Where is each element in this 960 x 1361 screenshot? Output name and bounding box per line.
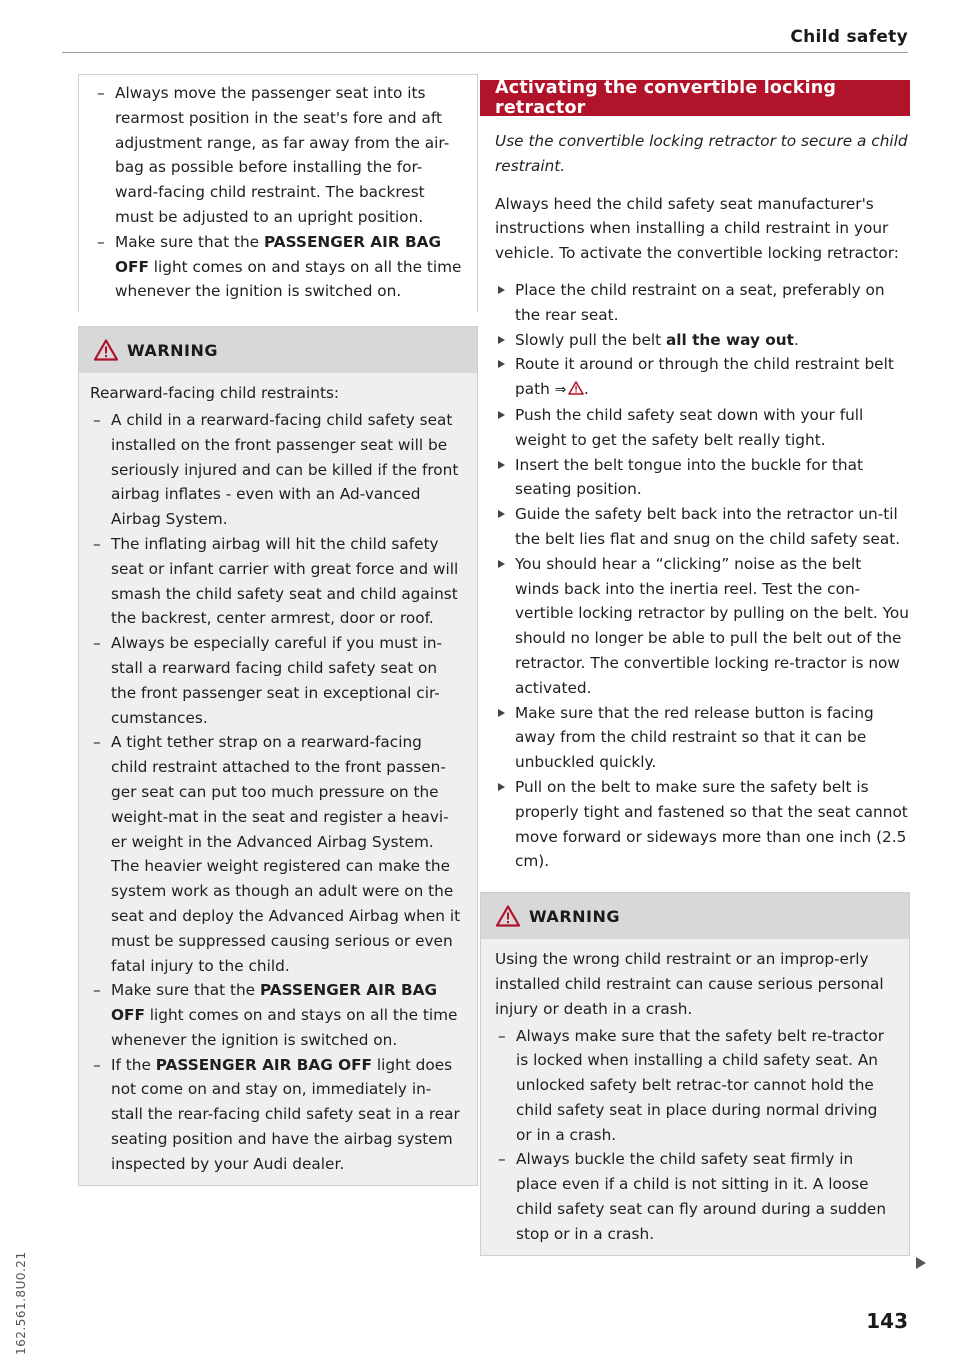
warning-triangle-icon — [568, 381, 584, 395]
warning-title: WARNING — [127, 340, 218, 360]
warning-triangle-icon — [94, 339, 118, 361]
page-number: 143 — [866, 1309, 908, 1333]
warning-header — [79, 327, 477, 373]
list-item — [90, 978, 463, 1052]
intro-paragraph: Always heed the child safety seat manufacturer's instructions when installing a child restraint in your vehicle. To activate the convertible locking retractor: — [495, 194, 899, 263]
list-item: – The inflating airbag will hit the child safety seat or infant carrier with great force and will smash the child safety seat and child against the backrest, center armrest, door or roof. — [90, 532, 463, 631]
step-text: Route it around or through the child restraint belt path — [515, 355, 894, 399]
page-header-title: Child safety — [790, 27, 908, 47]
top-note-box — [78, 74, 478, 312]
step-item: Guide the safety belt back into the retractor un-til the belt lies flat and snug on the child safety seat. — [495, 502, 910, 552]
step-text-before: Slowly pull the belt — [515, 330, 666, 349]
step-item — [495, 352, 910, 403]
left-column — [78, 74, 478, 1186]
warning-box — [480, 892, 910, 1256]
item-text-before: Make sure that the — [115, 232, 264, 251]
list-item: – A tight tether strap on a rearward-facing child restraint attached to the front passen-ger seat can put too much pressure on the weight-mat in the seat and register a heavi-er weight in the Advanced Airbag System. The heavier weight registered can make the system work as though an adult were on the seat and deploy the Advanced Airbag when it must be suppressed causing serious or even fatal injury to the child. — [90, 730, 463, 978]
list-item: – Always move the passenger seat into its rearmost position in the seat's fore and aft adjustment range, as far away from the air-bag as possible before installing the for-ward-facing child restraint. The backrest must be adjusted to an upright position. — [94, 81, 463, 230]
warning-header — [481, 893, 909, 939]
step-text-after: . — [794, 330, 799, 349]
step-item: You should hear a “clicking” noise as the belt winds back into the inertia reel. Test the con-vertible locking retractor by pulling on the belt. You should no longer be able to pull the belt out of the retractor. The convertible locking re-tractor is now activated. — [495, 552, 910, 701]
warning-title: WARNING — [529, 906, 620, 926]
item-text-after: light does not come on and stay on, immediately in-stall the rear-facing child safety seat in a rear seating position and have the airbag system inspected by your Audi dealer. — [111, 1055, 460, 1173]
header-rule — [62, 52, 908, 53]
steps-list — [495, 278, 910, 874]
item-text-before: Make sure that the — [111, 981, 260, 1000]
continue-arrow-icon — [916, 1257, 926, 1269]
item-text-after: light comes on and stays on all the time whenever the ignition is switched on. — [111, 1006, 458, 1049]
right-column — [480, 74, 910, 1256]
list-item — [94, 230, 463, 304]
list-item: – Always be especially careful if you must in-stall a rearward facing child safety seat on the front passenger seat in exceptional cir-cumstances. — [90, 631, 463, 730]
list-item: – A child in a rearward-facing child safety seat installed on the front passenger seat will be seriously injured and can be killed if the front airbag inflates - even with an Ad-vanced Airbag System. — [90, 408, 463, 532]
step-item: Push the child safety seat down with your full weight to get the safety belt really tight. — [495, 403, 910, 453]
item-text-bold: PASSENGER AIR BAG OFF — [111, 981, 437, 1025]
warning-box — [78, 326, 478, 1186]
step-item: Place the child restraint on a seat, preferably on the rear seat. — [495, 278, 910, 328]
item-text-bold: PASSENGER AIR BAG OFF — [115, 232, 441, 276]
list-item: – Always buckle the child safety seat firmly in place even if a child is not sitting in it. A loose child safety seat can fly around during a sudden stop or in a crash. — [495, 1147, 895, 1246]
list-item — [90, 1053, 463, 1177]
step-item: Pull on the belt to make sure the safety belt is properly tight and fastened so that the seat cannot move forward or sideways more than one inch (2.5 cm). — [495, 775, 910, 874]
warning-triangle-icon — [496, 905, 520, 927]
section-subtitle: Use the convertible locking retractor to secure a child restraint. — [495, 132, 908, 175]
step-item — [495, 328, 910, 353]
step-text-after: . — [583, 380, 589, 399]
step-text-bold: all the way out — [665, 330, 794, 349]
step-item: Insert the belt tongue into the buckle for that seating position. — [495, 453, 910, 503]
section-title-bar: Activating the convertible locking retractor — [480, 80, 910, 116]
warning-intro: Using the wrong child restraint or an improp-erly installed child restraint can cause serious personal injury or death in a crash. — [495, 950, 884, 1018]
item-text-before: If the — [111, 1055, 156, 1074]
item-text-after: light comes on and stays on all the time whenever the ignition is switched on. — [115, 257, 462, 301]
reference-arrow-icon: ⇒ — [554, 382, 567, 399]
document-code: 162.561.8U0.21 — [14, 1251, 28, 1355]
warning-body — [79, 373, 477, 1185]
warning-intro: Rearward-facing child restraints: — [90, 384, 340, 403]
warning-body — [481, 939, 909, 1255]
item-text-bold: PASSENGER AIR BAG OFF — [155, 1055, 373, 1074]
step-item: Make sure that the red release button is facing away from the child restraint so that it can be unbuckled quickly. — [495, 701, 910, 775]
list-item: – Always make sure that the safety belt re-tractor is locked when installing a child safety seat. An unlocked safety belt retrac-tor cannot hold the child safety seat in place during normal driving or in a crash. — [495, 1024, 895, 1148]
